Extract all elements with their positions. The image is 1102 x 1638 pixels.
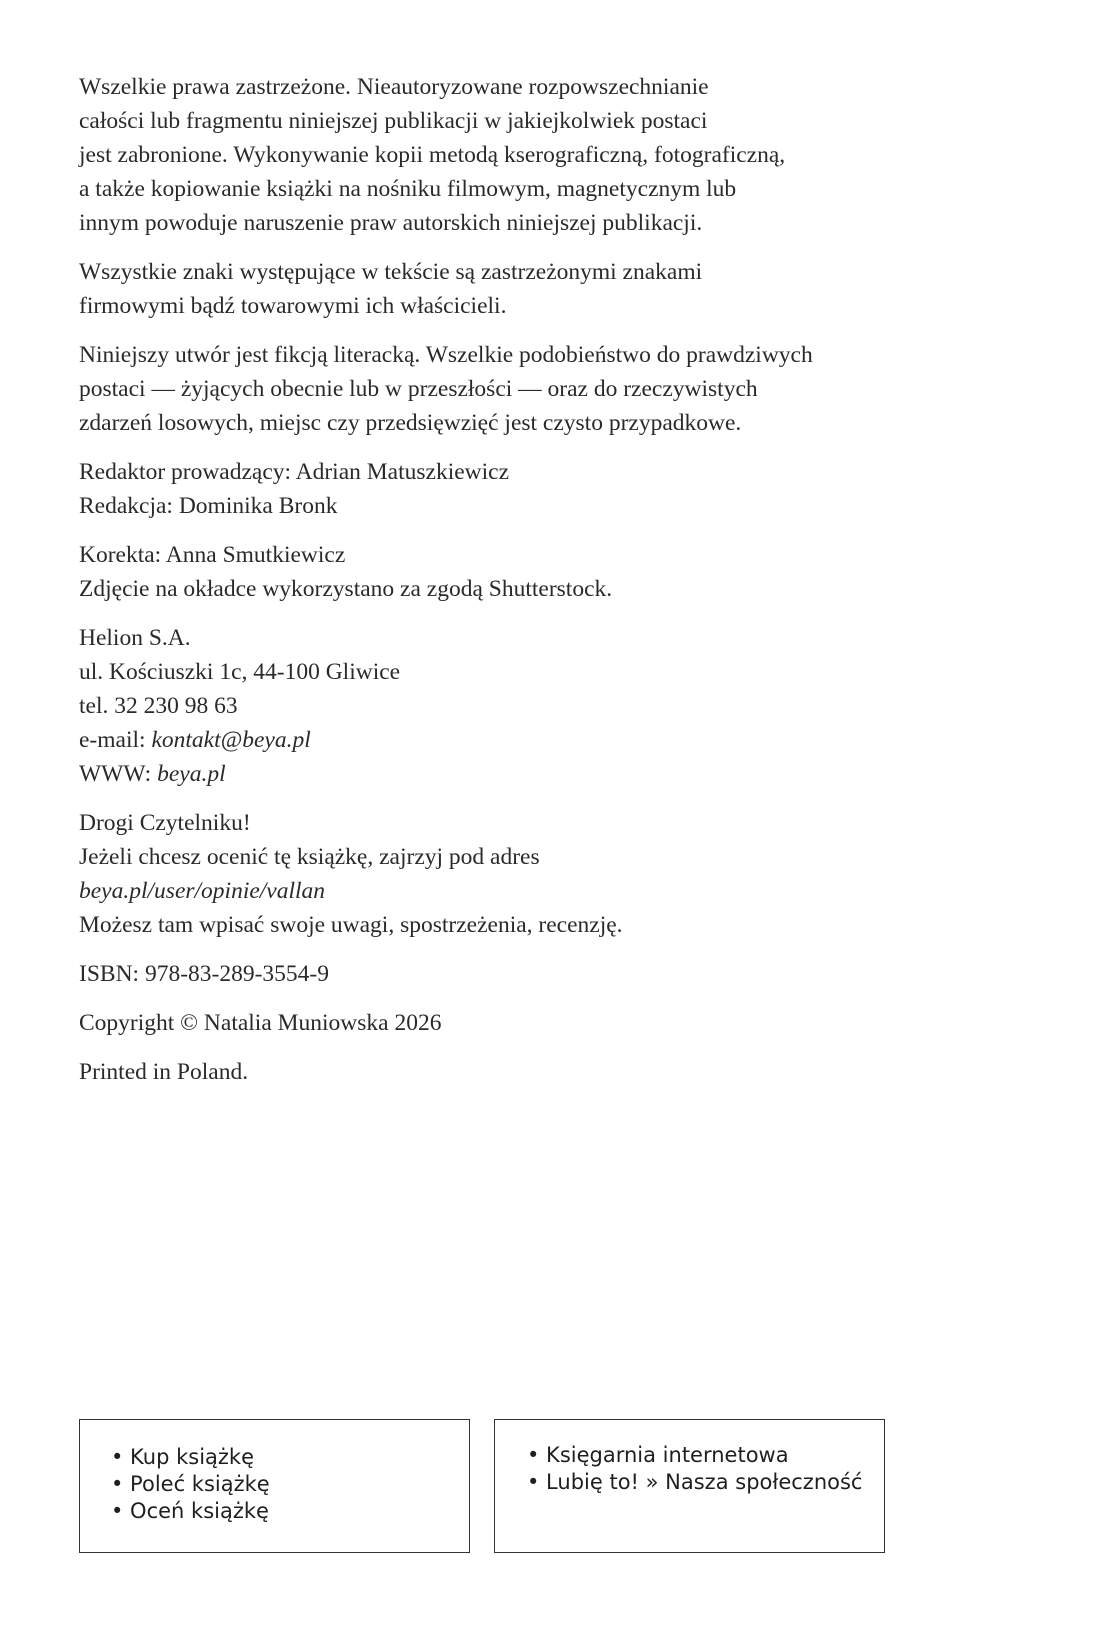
printed-paragraph: [79, 1055, 979, 1089]
imprint-text: [79, 70, 979, 1104]
reader-greeting: Drogi Czytelniku!: [79, 810, 251, 836]
rights-line: Wszelkie prawa zastrzeżone. Nieautoryzowane rozpowszechnianie: [79, 74, 709, 100]
email-label: e-mail:: [79, 727, 152, 753]
fiction-line: Niniejszy utwór jest fikcją literacką. Wszelkie podobieństwo do prawdziwych: [79, 342, 813, 368]
store-links-box: [494, 1419, 885, 1553]
reader-line: Jeżeli chcesz ocenić tę książkę, zajrzyj pod adres: [79, 844, 540, 870]
rights-line: jest zabronione. Wykonywanie kopii metodą kserograficzną, fotograficzną,: [79, 142, 786, 168]
copyright-notice: Copyright © Natalia Muniowska 2026: [79, 1010, 442, 1036]
fiction-line: zdarzeń losowych, miejsc czy przedsięwzięć jest czysto przypadkowe.: [79, 410, 742, 436]
editing-credit: Redakcja: Dominika Bronk: [79, 493, 338, 519]
rights-line: a także kopiowanie książki na nośniku filmowym, magnetycznym lub: [79, 176, 737, 202]
recommend-book-link[interactable]: • Poleć książkę: [111, 1472, 270, 1496]
buy-book-link[interactable]: • Kup książkę: [111, 1445, 255, 1469]
publisher-block: [79, 621, 979, 791]
rights-line: całości lub fragmentu niniejszej publikacji w jakiejkolwiek postaci: [79, 108, 708, 134]
publisher-phone: tel. 32 230 98 63: [79, 693, 238, 719]
isbn: ISBN: 978-83-289-3554-9: [79, 961, 329, 987]
copyright-paragraph: [79, 1006, 979, 1040]
fiction-line: postaci — żyjących obecnie lub w przeszłości — oraz do rzeczywistych: [79, 376, 758, 402]
credits-paragraph: [79, 538, 979, 606]
reader-note: [79, 806, 979, 942]
rights-line: innym powoduje naruszenie praw autorskich niniejszej publikacji.: [79, 210, 703, 236]
trademark-paragraph: [79, 255, 979, 323]
opinion-url-link[interactable]: beya.pl/user/opinie/vallan: [79, 878, 326, 904]
publisher-name: Helion S.A.: [79, 625, 191, 651]
www-label: WWW:: [79, 761, 158, 787]
trademark-line: Wszystkie znaki występujące w tekście są zastrzeżonymi znakami: [79, 259, 703, 285]
community-link[interactable]: • Lubię to! » Nasza społeczność: [527, 1470, 863, 1494]
publisher-address: ul. Kościuszki 1c, 44-100 Gliwice: [79, 659, 401, 685]
publisher-email-line: [79, 723, 979, 757]
rate-book-link[interactable]: • Oceń książkę: [111, 1499, 269, 1523]
book-actions-box: [79, 1419, 470, 1553]
cover-photo-credit: Zdjęcie na okładce wykorzystano za zgodą Shutterstock.: [79, 576, 613, 602]
managing-editor: Redaktor prowadzący: Adrian Matuszkiewicz: [79, 459, 510, 485]
opinion-url-line: [79, 874, 979, 908]
publisher-www-line: [79, 757, 979, 791]
www-link[interactable]: beya.pl: [157, 761, 226, 787]
printed-in: Printed in Poland.: [79, 1059, 249, 1085]
trademark-line: firmowymi bądź towarowymi ich właścicieli.: [79, 293, 507, 319]
rights-paragraph: [79, 70, 979, 240]
proofreading-credit: Korekta: Anna Smutkiewicz: [79, 542, 346, 568]
fiction-paragraph: [79, 338, 979, 440]
editors-paragraph: [79, 455, 979, 523]
online-bookstore-link[interactable]: • Księgarnia internetowa: [527, 1443, 789, 1467]
isbn-paragraph: [79, 957, 979, 991]
reader-line: Możesz tam wpisać swoje uwagi, spostrzeżenia, recenzję.: [79, 912, 623, 938]
email-link[interactable]: kontakt@beya.pl: [151, 727, 311, 753]
